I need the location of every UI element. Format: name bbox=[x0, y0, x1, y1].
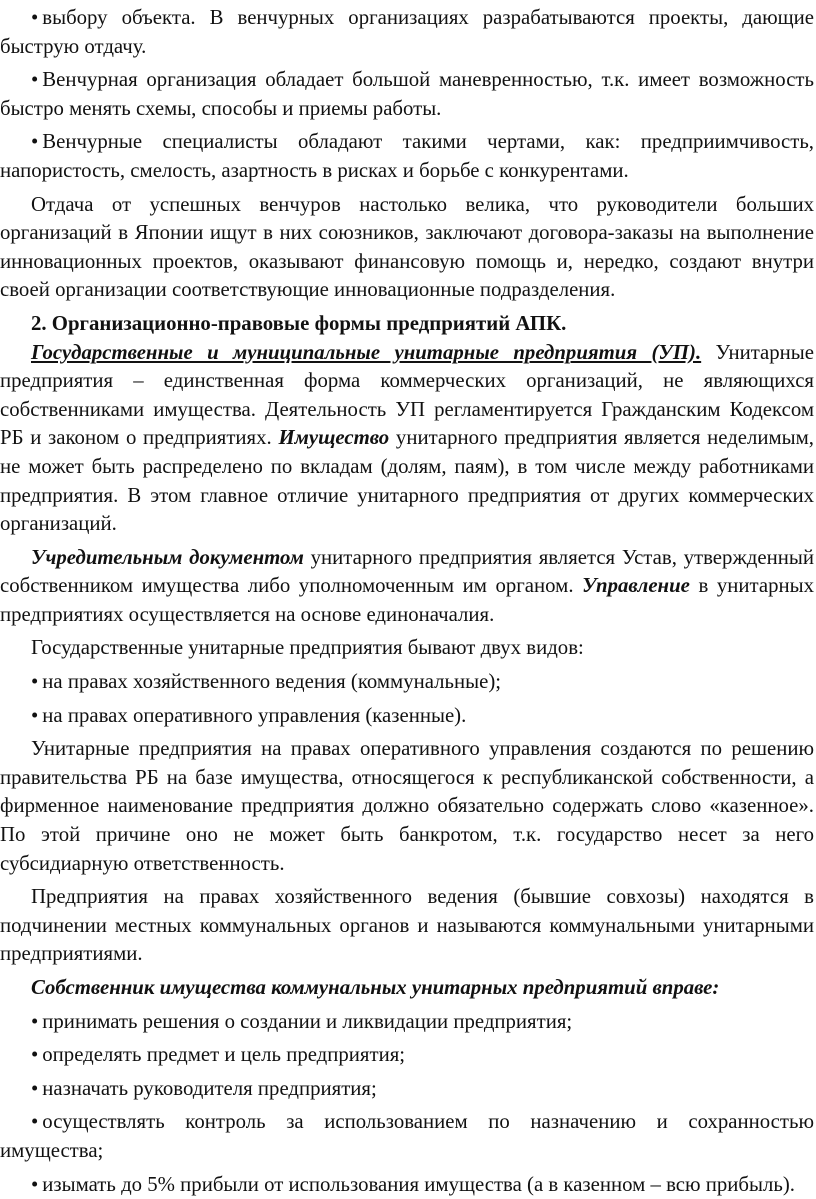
paragraph-venture-projects: • выбору объекта. В венчурных организациях разрабатываются проекты, дающие быструю отдачу. bbox=[0, 4, 814, 61]
list-item-operational-management: • на правах оперативного управления (казенные). bbox=[0, 702, 814, 731]
section-heading: 2. Организационно-правовые формы предприятий АПК. bbox=[31, 311, 567, 335]
founding-document-term: Учредительным документом bbox=[31, 545, 304, 569]
list-item-appoint-head: • назначать руководителя предприятия; bbox=[0, 1075, 814, 1104]
founding-document-text: унитарного предприятия является Устав, утвержденный собственником имущества либо уполномоченным им органом. bbox=[0, 545, 814, 598]
paragraph-founding-document bbox=[0, 544, 814, 630]
paragraph-state-owned: Унитарные предприятия на правах оперативного управления создаются по решению правительства РБ на базе имущества, относящегося к республиканской собственности, а фирменное наименование предприятия должно обязательно содержать слово «казенное». По этой причине оно не может быть банкротом, т.к. государство несет за него субсидиарную ответственность. bbox=[0, 737, 814, 875]
paragraph-venture-returns: Отдача от успешных венчуров настолько велика, что руководители больших организаций в Японии ищут в них союзников, заключают договора-заказы на выполнение инновационных проектов, оказывают финансовую помощь и, нередко, создают внутри своей организации соответствующие инновационные подразделения. bbox=[0, 192, 814, 302]
unitary-enterprises-text-a: Унитарные предприятия – единственная форма коммерческих организаций, не являющихся собственниками имущества. Деятельность УП регламентируется Гражданским Кодексом РБ и законом о предприятиях. bbox=[0, 340, 815, 450]
paragraph-two-types: Государственные унитарные предприятия бывают двух видов: bbox=[31, 636, 584, 660]
unitary-enterprises-text-b: унитарного предприятия является неделимым, не может быть распределено по вкладам (долям, паям), в том числе между работниками предприятия. В этом главное отличие унитарного предприятия от других коммерческих организаций. bbox=[0, 426, 815, 536]
paragraph-venture-specialists: • Венчурные специалисты обладают такими чертами, как: предприимчивость, напористость, смелость, азартность в рисках и борьбе с конкурентами. bbox=[0, 128, 814, 185]
paragraph-venture-maneuverability: • Венчурная организация обладает большой маневренностью, т.к. имеет возможность быстро менять схемы, способы и приемы работы. bbox=[0, 66, 814, 123]
unitary-enterprises-term: Государственные и муниципальные унитарные предприятия (УП). bbox=[31, 340, 702, 364]
list-item-subject-purpose: • определять предмет и цель предприятия; bbox=[0, 1041, 814, 1070]
list-item-economic-management: • на правах хозяйственного ведения (коммунальные); bbox=[0, 668, 814, 697]
paragraph-owner-rights: Собственник имущества коммунальных унитарных предприятий вправе: bbox=[31, 976, 720, 999]
property-term: Имущество bbox=[278, 426, 390, 450]
list-item-withdraw-profit: • изымать до 5% прибыли от использования имущества (а в казенном – всю прибыль). bbox=[0, 1171, 814, 1199]
paragraph-unitary-enterprises bbox=[0, 339, 814, 539]
list-item-control-property: • осуществлять контроль за использованием по назначению и сохранностью имущества; bbox=[0, 1108, 814, 1165]
list-item-creation-liquidation: • принимать решения о создании и ликвидации предприятия; bbox=[0, 1008, 814, 1037]
management-term: Управление bbox=[582, 574, 690, 598]
management-text: в унитарных предприятиях осуществляется на основе единоначалия. bbox=[0, 574, 815, 626]
paragraph-communal: Предприятия на правах хозяйственного ведения (бывшие совхозы) находятся в подчинении местных коммунальных органов и называются коммунальными унитарными предприятиями. bbox=[0, 885, 814, 966]
